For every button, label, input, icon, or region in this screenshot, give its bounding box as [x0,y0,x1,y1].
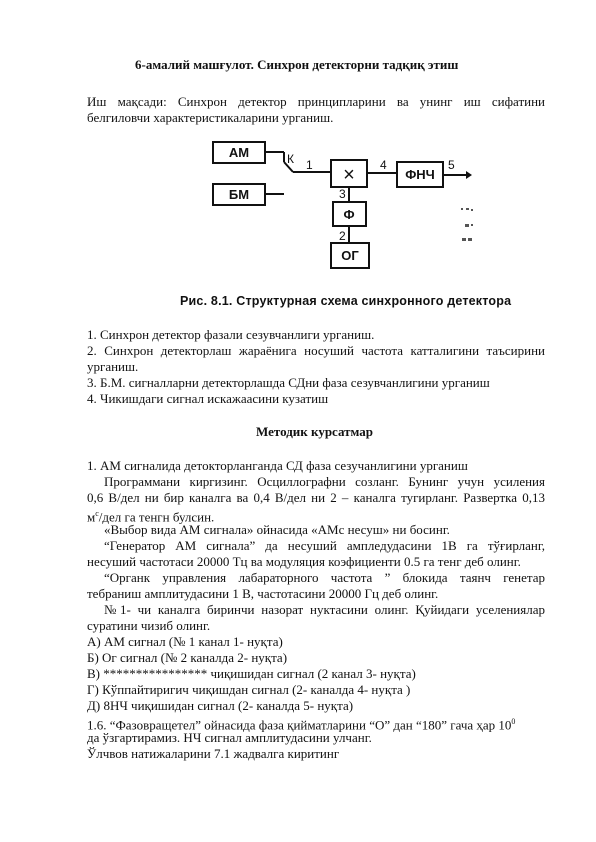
method-paragraph-2: 0,6 В/дел ни бир каналга ва 0,4 В/дел ни 2 – каналга тугирланг. Развертка 0,13 [87,490,545,505]
node-1-label: 1 [306,158,313,172]
task-4: 4. Чикишдаги сигнал искажаасини кузатиш [87,391,329,406]
phase-block [333,202,366,226]
unit-rest: /дел га тенгн булсин. [98,509,215,525]
method-heading: Методик курсатмар [256,424,374,439]
list-item-d: Д) 8НЧ чиқишидан сигнал (2- каналда 5- нуқта) [87,698,354,713]
task-3: 3. Б.М. сигналларни детекторлашда СДни фаза сезувчанлигини урганиш [87,375,490,390]
task-1: 1. Синхрон детектор фазали сезувчанлиги урганиш. [87,327,375,342]
task-2: 2. Синхрон детекторлаш жараёнига носуший частота катталигини таъсирини [87,343,545,358]
gen-block [331,243,369,268]
method-item-1-6-cont: да ўзгартирамиз. НЧ сигнал амплитудасини улчанг. [87,730,372,745]
node-2-label: 2 [339,229,346,243]
switch-label: К [287,152,294,166]
node-3-label: 3 [339,187,346,201]
bm-block-label: БМ [228,187,250,202]
method-paragraph-6: несуший частотаси 20000 Тц ва модуляция коэфициенти 0.5 га тенг деб олинг. [87,554,521,569]
task-2-cont: урганиш. [87,359,139,374]
page-title: 6-амалий машғулот. Синхрон детекторни тадқиқ этиш [135,57,459,72]
unit-m: м [87,509,96,525]
item-1-6-text: 1.6. “Фазовращетел” ойнасида фаза қийматларини “О” дан “180” гача ҳар 10 [87,717,512,733]
list-item-g: Г) Кўппайтиригич чиқишдан сигнал (2- каналда 4- нуқта ) [87,682,411,697]
mixer-block [331,160,367,187]
lpf-block-label: ФНЧ [405,167,435,182]
method-final: Ўлчвов натижаларини 7.1 жадвалга киритинг [87,746,340,761]
gen-block-label: ОГ [341,248,359,263]
method-paragraph-7: “Органк управления лабараторного частота ” блокида таянч генетар [104,570,545,585]
figure-caption: Рис. 8.1. Структурная схема синхронного детектора [180,294,512,308]
purpose-line-1: Иш мақсади: Синхрон детектор принципларини ва унинг иш сифатини [87,94,545,109]
phase-block-label: Ф [343,207,355,222]
method-item-1: 1. АМ сигналида детокторланганда СД фаза сезучанлигини урганиш [87,458,468,473]
bm-block [213,184,265,205]
am-block-label: АМ [228,145,250,160]
method-paragraph-4: «Выбор вида АМ сигнала» ойнасида «АМс несуш» ни босинг. [104,522,450,537]
list-item-a: А) АМ сигнал (№ 1 канал 1- нуқта) [87,634,283,649]
degree-sup: 0 [511,717,516,726]
lpf-block [397,162,443,187]
am-block [213,142,265,163]
mixer-label: × [343,164,355,186]
node-4-label: 4 [380,158,387,172]
unit-s: с [95,509,99,518]
list-item-b: Б) Ог сигнал (№ 2 каналда 2- нуқта) [87,650,288,665]
scan-noise [461,208,473,241]
node-5-label: 5 [448,158,455,172]
method-paragraph-5: “Генератор АМ сигнала” да несуший амплeдудасини 1В га тўғирланг, [104,538,545,553]
method-paragraph-9: №1- чи каналга биринчи назорат нуктасини олинг. Қуйидаги уселениялар [104,602,545,617]
method-paragraph-10: суратини чизиб олинг. [87,618,211,633]
method-paragraph-8: тебраниш амплитудасини 1 В, частотасини 20000 Гц деб олинг. [87,586,439,601]
list-item-v: В) **************** чиқишидан сигнал (2 канал 3- нуқта) [87,666,416,681]
method-paragraph-1: Программани киргизинг. Осциллографни созланг. Бунинг учун усиления [104,474,545,489]
purpose-line-2: белгиловчи характеристикаларини урганиш. [87,110,334,125]
